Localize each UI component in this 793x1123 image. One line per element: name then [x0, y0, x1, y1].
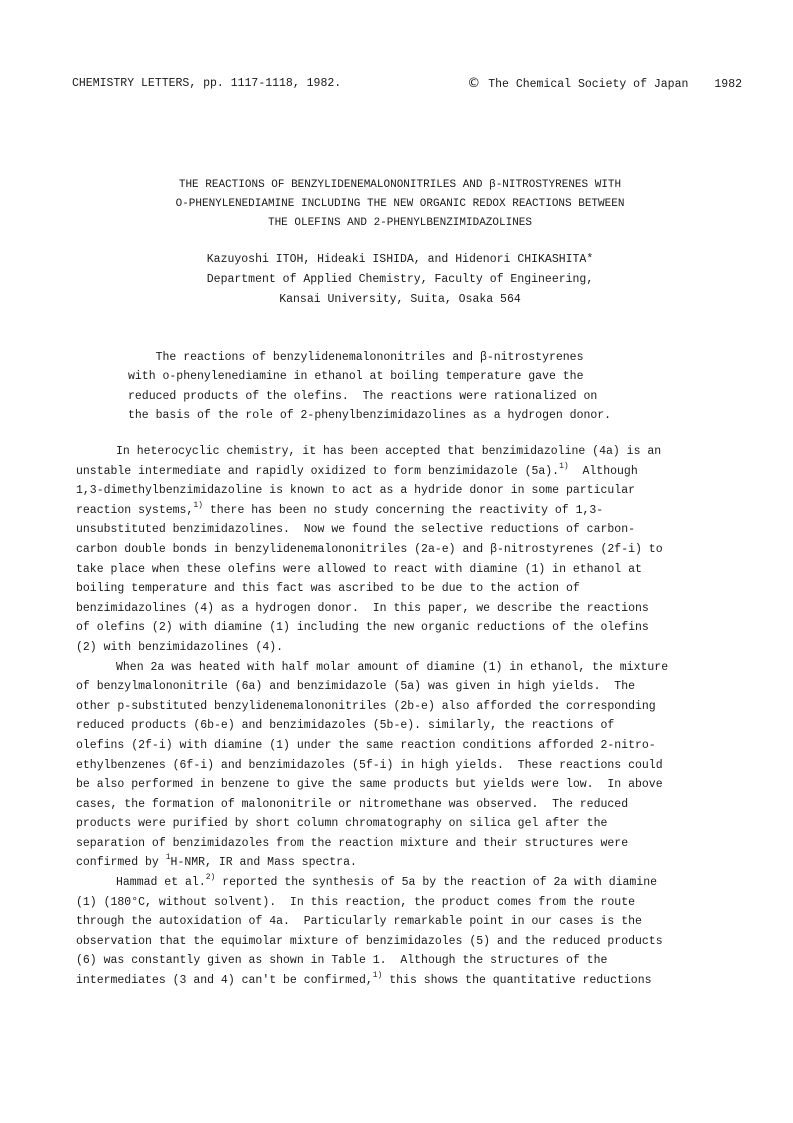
abstract	[128, 348, 728, 425]
article-title	[80, 176, 720, 233]
body-line	[76, 462, 736, 482]
header-year: 1982	[714, 78, 742, 91]
body-line: products were purified by short column chromatography on silica gel after the	[76, 817, 608, 831]
copyright-symbol: ©	[467, 76, 481, 91]
body-line: other p-substituted benzylidenemalononitriles (2b-e) also afforded the corresponding	[76, 699, 656, 713]
body-line-text: H-NMR, IR and Mass spectra.	[170, 856, 357, 870]
affiliation-line: Kansai University, Suita, Osaka 564	[279, 293, 521, 306]
affiliation-line: Department of Applied Chemistry, Faculty of Engineering,	[206, 273, 594, 286]
publisher-line	[467, 76, 742, 93]
reference-marker: 2)	[205, 873, 216, 883]
title-line: THE REACTIONS OF BENZYLIDENEMALONONITRILES AND β-NITROSTYRENES WITH	[178, 179, 622, 191]
publisher-name: The Chemical Society of Japan	[488, 78, 689, 91]
body-line: When 2a was heated with half molar amount of diamine (1) in ethanol, the mixture	[116, 660, 669, 674]
body-line: be also performed in benzene to give the same products but yields were low. In above	[76, 778, 663, 792]
body-line	[76, 501, 736, 521]
body-line-text: intermediates (3 and 4) can't be confirmed,	[76, 974, 373, 988]
body-line: benzimidazolines (4) as a hydrogen donor. In this paper, we describe the reactions	[76, 601, 649, 615]
body-line: reduced products (6b-e) and benzimidazoles (5b-e). similarly, the reactions of	[76, 719, 615, 733]
body-line: unsubstituted benzimidazolines. Now we found the selective reductions of carbon-	[76, 523, 635, 537]
body-line: take place when these olefins were allowed to react with diamine (1) in ethanol at	[76, 562, 642, 576]
abstract-line: reduced products of the olefins. The reactions were rationalized on	[128, 389, 598, 403]
reference-marker: 1)	[193, 500, 203, 510]
body-line: observation that the equimolar mixture of benzimidazoles (5) and the reduced products	[76, 934, 663, 948]
superscript-one: 1	[165, 853, 171, 863]
title-line: O-PHENYLENEDIAMINE INCLUDING THE NEW ORGANIC REDOX REACTIONS BETWEEN	[175, 198, 625, 210]
body-line: separation of benzimidazoles from the reaction mixture and their structures were	[76, 836, 629, 850]
body-line-text: unstable intermediate and rapidly oxidized to form benzimidazole (5a).	[76, 464, 560, 478]
body-line-text: this shows the quantitative reductions	[382, 974, 652, 988]
body-line-text: reported the synthesis of 5a by the reaction of 2a with diamine	[215, 876, 657, 890]
author-names: Kazuyoshi ITOH, Hideaki ISHIDA, and Hidenori CHIKASHITA*	[206, 253, 594, 266]
body-line: of olefins (2) with diamine (1) including the new organic reductions of the olefins	[76, 621, 649, 635]
body-line: of benzylmalononitrile (6a) and benzimidazole (5a) was given in high yields. The	[76, 680, 635, 694]
abstract-line: the basis of the role of 2-phenylbenzimidazolines as a hydrogen donor.	[128, 408, 612, 422]
body-line: ethylbenzenes (6f-i) and benzimidazoles (5f-i) in high yields. These reactions could	[76, 758, 663, 772]
body-line-text: confirmed by	[76, 856, 159, 870]
body-line: boiling temperature and this fact was ascribed to be due to the action of	[76, 582, 580, 596]
body-line	[76, 873, 736, 893]
abstract-line: The reactions of benzylidenemalononitriles and β-nitrostyrenes	[128, 351, 584, 364]
body-line-text: Hammad et al.	[116, 876, 206, 890]
author-block	[80, 250, 720, 310]
running-header	[72, 76, 742, 92]
body-line: olefins (2f-i) with diamine (1) under the same reaction conditions afforded 2-nitro-	[76, 738, 656, 752]
body-line-text: Although	[568, 464, 638, 478]
body-line: through the autoxidation of 4a. Particularly remarkable point in our cases is the	[76, 915, 642, 929]
body-line: (6) was constantly given as shown in Table 1. Although the structures of the	[76, 954, 608, 968]
abstract-line: with o-phenylenediamine in ethanol at boiling temperature gave the	[128, 370, 584, 384]
body-line: (1) (180°C, without solvent). In this reaction, the product comes from the route	[76, 895, 635, 909]
body-line-text: there has been no study concerning the reactivity of 1,3-	[202, 503, 604, 517]
body-line: carbon double bonds in benzylidenemalononitriles (2a-e) and β-nitrostyrenes (2f-i) to	[76, 542, 663, 556]
body-line	[76, 853, 736, 873]
title-line: THE OLEFINS AND 2-PHENYLBENZIMIDAZOLINES	[267, 217, 533, 229]
body-line: In heterocyclic chemistry, it has been accepted that benzimidazoline (4a) is an	[116, 445, 662, 458]
body-line: cases, the formation of malononitrile or nitromethane was observed. The reduced	[76, 797, 629, 811]
journal-citation: CHEMISTRY LETTERS, pp. 1117-1118, 1982.	[72, 77, 342, 90]
body-line-text: reaction systems,	[76, 503, 194, 517]
body-text	[76, 442, 736, 991]
body-line: (2) with benzimidazolines (4).	[76, 640, 284, 654]
body-line	[76, 971, 736, 991]
reference-marker: 1)	[372, 971, 383, 981]
body-line: 1,3-dimethylbenzimidazoline is known to act as a hydride donor in some particular	[76, 484, 635, 498]
reference-marker: 1)	[559, 461, 569, 471]
